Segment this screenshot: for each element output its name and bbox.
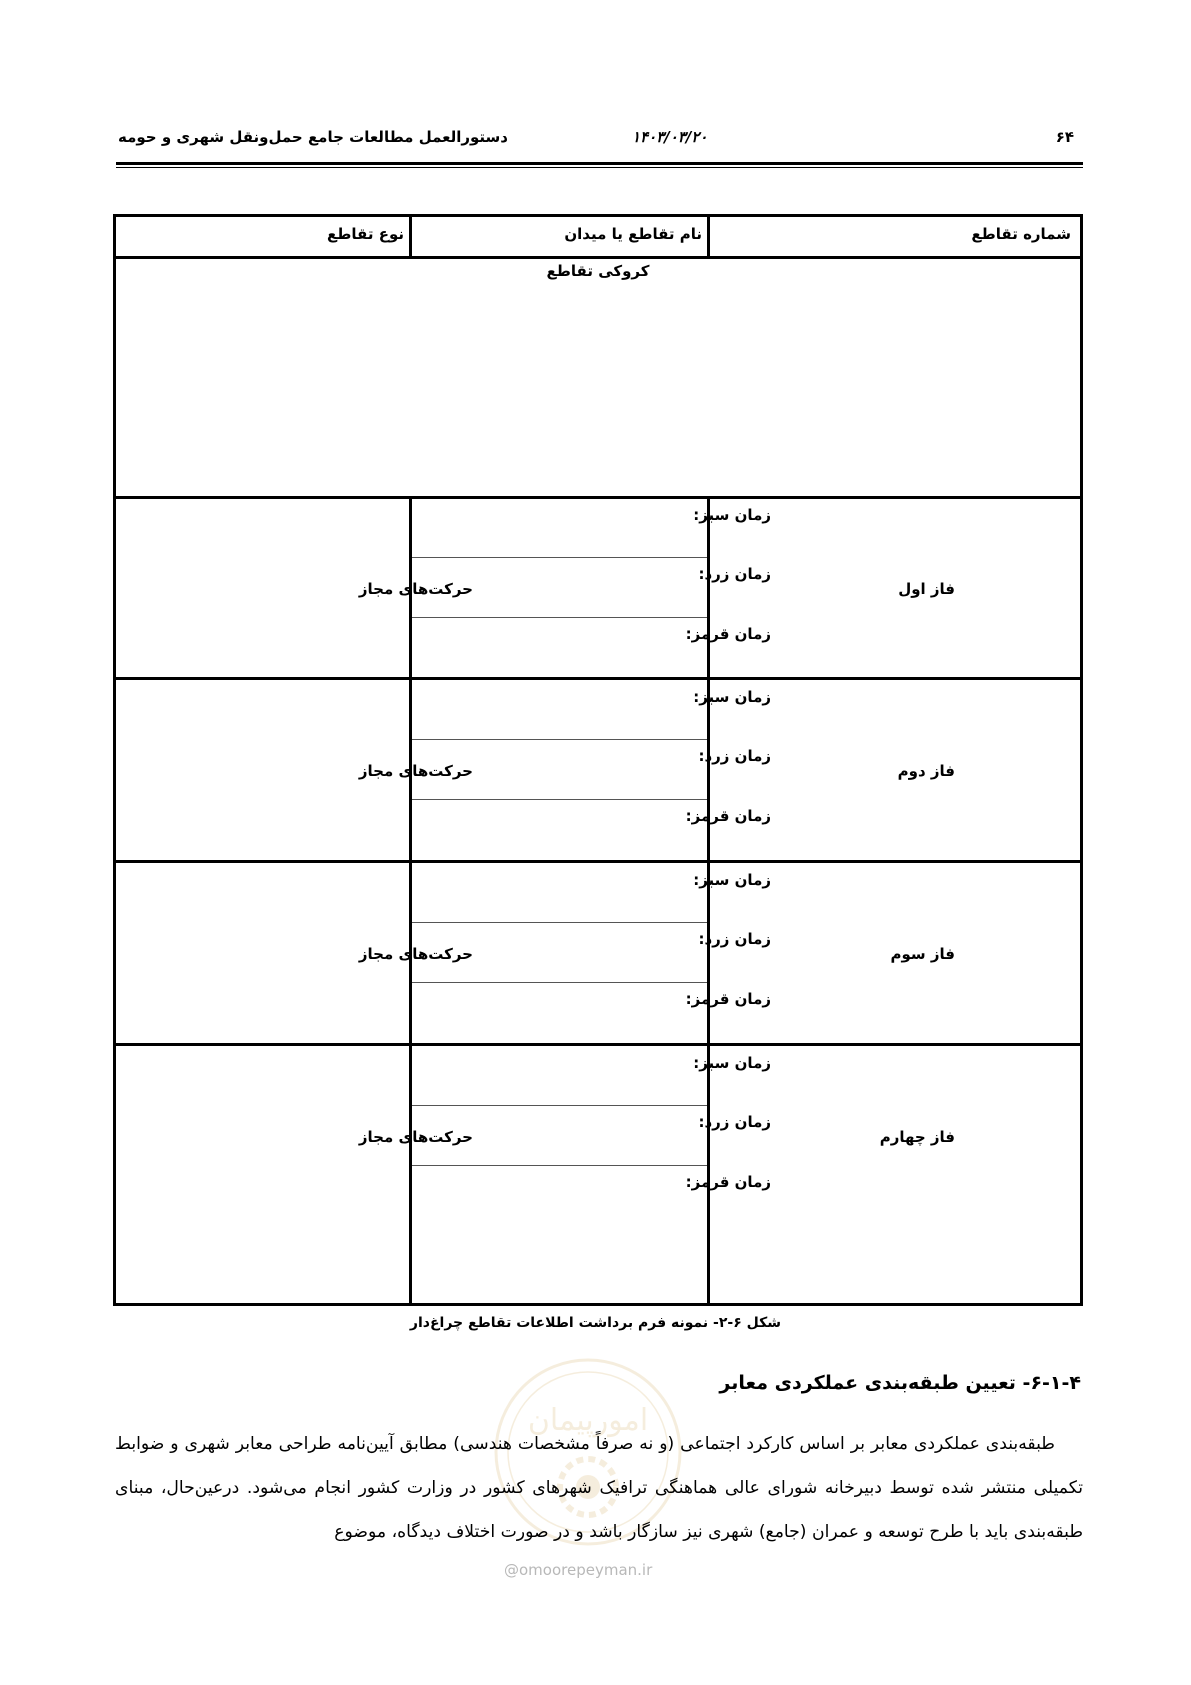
- red-time-label: زمان قرمز:: [685, 807, 771, 825]
- allowed-movements-label: حرکت‌های مجاز: [358, 945, 473, 963]
- header-row-divider: [116, 256, 1080, 259]
- phase-divider: [116, 677, 1080, 680]
- time-divider: [412, 922, 707, 923]
- red-time-label: زمان قرمز:: [685, 625, 771, 643]
- time-divider: [412, 617, 707, 618]
- phase-name: فاز سوم: [890, 945, 955, 963]
- column-divider: [707, 217, 710, 256]
- phase-name: فاز چهارم: [879, 1128, 955, 1146]
- time-divider: [412, 799, 707, 800]
- paragraph-text: طبقه‌بندی عملکردی معابر بر اساس کارکرد اجتماعی (و نه صرفاً مشخصات هندسی) مطابق آیین‌نامه طراحی معابر شهری و ضوابط تکمیلی منتشر شده توسط دبیرخانه شورای عالی هماهنگی ترافیک شهرهای کشور در وزارت کشور انجام می‌شود. درعین‌حال، مبنای طبقه‌بندی باید با طرح توسعه و عمران (جامع) شهری نیز سازگار باشد و در صورت اختلاف دیدگاه، موضوع: [115, 1434, 1083, 1542]
- time-divider: [412, 1165, 707, 1166]
- column-header-intersection-name: نام تقاطع یا میدان: [564, 225, 702, 243]
- header-date: ۱۴۰۳/۰۳/۲۰: [632, 128, 708, 146]
- allowed-movements-label: حرکت‌های مجاز: [358, 762, 473, 780]
- allowed-movements-label: حرکت‌های مجاز: [358, 1128, 473, 1146]
- column-header-intersection-type: نوع تقاطع: [327, 225, 404, 243]
- phase-name: فاز اول: [898, 580, 955, 598]
- yellow-time-label: زمان زرد:: [698, 565, 771, 583]
- watermark-logo-text: امورپیمان: [527, 1403, 649, 1438]
- green-time-label: زمان سبز:: [693, 506, 771, 524]
- allowed-movements-label: حرکت‌های مجاز: [358, 580, 473, 598]
- green-time-label: زمان سبز:: [693, 1054, 771, 1072]
- yellow-time-label: زمان زرد:: [698, 930, 771, 948]
- red-time-label: زمان قرمز:: [685, 990, 771, 1008]
- column-header-intersection-number: شماره تقاطع: [971, 225, 1071, 243]
- time-divider: [412, 1105, 707, 1106]
- column-divider: [409, 217, 412, 256]
- red-time-label: زمان قرمز:: [685, 1173, 771, 1191]
- phase-divider: [116, 1043, 1080, 1046]
- header-title: دستورالعمل مطالعات جامع حمل‌ونقل شهری و حومه: [118, 128, 508, 146]
- header-rule: [116, 162, 1083, 165]
- yellow-time-label: زمان زرد:: [698, 747, 771, 765]
- yellow-time-label: زمان زرد:: [698, 1113, 771, 1131]
- time-divider: [412, 557, 707, 558]
- section-heading: ۶-۱-۴- تعیین طبقه‌بندی عملکردی معابر: [719, 1372, 1081, 1394]
- green-time-label: زمان سبز:: [693, 871, 771, 889]
- header-page-number: ۶۴: [1055, 128, 1074, 146]
- phase-name: فاز دوم: [897, 762, 955, 780]
- body-paragraph: [115, 1422, 1083, 1554]
- time-divider: [412, 739, 707, 740]
- time-divider: [412, 982, 707, 983]
- sketch-area-divider: [116, 496, 1080, 499]
- figure-caption: شکل ۶-۲- نمونه فرم برداشت اطلاعات تقاطع چراغ‌دار: [409, 1315, 782, 1331]
- header-rule-thin: [116, 167, 1083, 168]
- sketch-label: کروکی تقاطع: [546, 262, 650, 280]
- green-time-label: زمان سبز:: [693, 688, 771, 706]
- signalized-intersection-form: [113, 214, 1083, 1306]
- watermark-text: @omoorepeyman.ir: [504, 1561, 653, 1579]
- phase-divider: [116, 860, 1080, 863]
